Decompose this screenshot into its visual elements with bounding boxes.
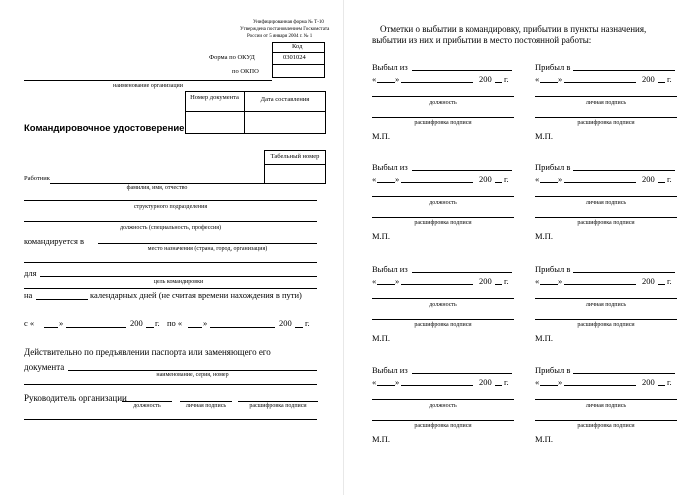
doc-date-header: Дата составления xyxy=(260,96,310,103)
block-3-arrived-decode-caption: расшифровка подписи xyxy=(577,322,635,328)
passport-line-2-rule xyxy=(24,384,317,385)
block-4-arrived-month-line xyxy=(564,385,636,386)
block-3-arrived-place-line xyxy=(573,272,675,273)
block-1-departed-date-open: « xyxy=(372,74,377,84)
block-3-departed-day-line xyxy=(377,284,395,285)
block-4-arrived-place-line xyxy=(573,373,675,374)
page-divider xyxy=(343,0,344,495)
head-signature-line xyxy=(180,401,232,402)
block-3-arrived-day-line xyxy=(540,284,558,285)
tabel-label: Табельный номер xyxy=(270,153,320,160)
block-3-departed-place-line xyxy=(412,272,512,273)
okpo-cell xyxy=(272,64,325,78)
block-4-departed-place-line xyxy=(412,373,512,374)
block-3-arrived-sign-caption: личная подпись xyxy=(585,302,627,308)
purpose-caption: цель командировки xyxy=(153,279,204,285)
block-1-departed-month-line xyxy=(401,82,473,83)
okud-label: Форма по ОКУД xyxy=(209,54,255,61)
block-1-departed-year: 200 xyxy=(479,74,492,84)
block-2-departed-stamp: М.П. xyxy=(372,231,390,241)
tabel-value-cell xyxy=(264,164,326,184)
date-to-year: 200 xyxy=(279,318,292,328)
purpose-label: для xyxy=(24,268,37,278)
block-2-departed-decode-line xyxy=(372,217,514,218)
block-3-departed-date-open: « xyxy=(372,276,377,286)
block-4-arrived-sign-line xyxy=(535,399,677,400)
block-3-departed-decode-caption: расшифровка подписи xyxy=(414,322,472,328)
block-2-arrived-year-line xyxy=(658,182,665,183)
passport-line xyxy=(68,370,317,371)
block-1-departed-decode-line xyxy=(372,117,514,118)
block-1-departed-g: г. xyxy=(504,74,509,84)
block-4-departed-decode-caption: расшифровка подписи xyxy=(414,423,472,429)
block-1-arrived-year-line xyxy=(658,82,665,83)
employee-name-line xyxy=(50,183,264,184)
block-2-departed-year: 200 xyxy=(479,174,492,184)
doc-number-header: Номер документа xyxy=(190,94,239,101)
dept-line xyxy=(24,200,317,201)
block-2-departed-date-close: » xyxy=(395,174,400,184)
block-1-departed-place-line xyxy=(412,70,512,71)
block-2-departed-label: Выбыл из xyxy=(372,162,408,172)
date-from-year-line xyxy=(146,327,154,328)
days-text: календарных дней (не считая времени нахождения в пути) xyxy=(90,290,302,300)
doc-table-divider xyxy=(185,111,326,112)
block-4-departed-decode-line xyxy=(372,420,514,421)
block-4-departed-label: Выбыл из xyxy=(372,365,408,375)
block-3-arrived-date-open: « xyxy=(535,276,540,286)
head-position-line xyxy=(122,401,172,402)
block-4-departed-date-open: « xyxy=(372,377,377,387)
block-2-arrived-g: г. xyxy=(667,174,672,184)
block-1-arrived-date-open: « xyxy=(535,74,540,84)
block-3-arrived-year-line xyxy=(658,284,665,285)
block-3-arrived-decode-line xyxy=(535,319,677,320)
block-1-departed-year-line xyxy=(495,82,502,83)
approval-line-3: России от 5 января 2004 г. № 1 xyxy=(247,34,313,39)
head-label: Руководитель организации xyxy=(24,393,127,403)
block-2-departed-year-line xyxy=(495,182,502,183)
block-4-departed-year-line xyxy=(495,385,502,386)
days-line xyxy=(36,299,88,300)
block-3-departed-g: г. xyxy=(504,276,509,286)
passport-line-2: документа xyxy=(24,362,65,372)
block-1-arrived-g: г. xyxy=(667,74,672,84)
block-4-departed-sign-caption: должность xyxy=(429,403,457,409)
block-4-departed-stamp: М.П. xyxy=(372,434,390,444)
destination-line xyxy=(98,243,317,244)
block-2-arrived-stamp: М.П. xyxy=(535,231,553,241)
block-1-departed-date-close: » xyxy=(395,74,400,84)
block-3-departed-month-line xyxy=(401,284,473,285)
block-2-arrived-date-close: » xyxy=(558,174,563,184)
block-1-arrived-stamp: М.П. xyxy=(535,131,553,141)
block-1-arrived-sign-caption: личная подпись xyxy=(585,100,627,106)
block-1-departed-decode-caption: расшифровка подписи xyxy=(414,120,472,126)
date-to-close: » xyxy=(203,318,208,328)
dept-caption: структурного подразделения xyxy=(133,204,208,210)
block-2-arrived-date-open: « xyxy=(535,174,540,184)
block-4-arrived-decode-caption: расшифровка подписи xyxy=(577,423,635,429)
block-3-departed-year: 200 xyxy=(479,276,492,286)
destination-line-2 xyxy=(24,262,317,263)
block-2-departed-month-line xyxy=(401,182,473,183)
marks-header-line-2: выбытии из них и прибытии в место постоянной работы: xyxy=(372,35,592,45)
block-1-departed-sign-caption: должность xyxy=(429,100,457,106)
block-3-departed-year-line xyxy=(495,284,502,285)
block-3-departed-sign-caption: должность xyxy=(429,302,457,308)
head-decode-line xyxy=(238,401,318,402)
block-3-arrived-label: Прибыл в xyxy=(535,264,571,274)
date-from-prefix: с « xyxy=(24,318,35,328)
marks-header-line-1: Отметки о выбытии в командировку, прибытии в пункты назначения, xyxy=(380,24,647,34)
okpo-label: по ОКПО xyxy=(232,68,259,75)
block-2-arrived-year: 200 xyxy=(642,174,655,184)
block-1-arrived-place-line xyxy=(573,70,675,71)
block-4-departed-g: г. xyxy=(504,377,509,387)
organization-caption: наименование организации xyxy=(113,83,183,89)
block-4-departed-sign-line xyxy=(372,399,514,400)
organization-line xyxy=(24,80,272,81)
block-4-departed-date-close: » xyxy=(395,377,400,387)
block-2-arrived-decode-caption: расшифровка подписи xyxy=(577,220,635,226)
block-4-arrived-date-close: » xyxy=(558,377,563,387)
block-3-arrived-month-line xyxy=(564,284,636,285)
date-to-g: г. xyxy=(305,318,310,328)
block-3-departed-sign-line xyxy=(372,298,514,299)
block-3-departed-decode-line xyxy=(372,319,514,320)
position-line xyxy=(24,221,317,222)
block-2-departed-sign-line xyxy=(372,196,514,197)
block-3-arrived-date-close: » xyxy=(558,276,563,286)
okud-value: 0301024 xyxy=(283,54,306,61)
block-4-departed-year: 200 xyxy=(479,377,492,387)
date-to-day-line xyxy=(188,327,202,328)
block-4-arrived-date-open: « xyxy=(535,377,540,387)
head-decode-caption: расшифровка подписи xyxy=(249,403,307,409)
block-1-departed-day-line xyxy=(377,82,395,83)
date-to-prefix: по « xyxy=(167,318,183,328)
date-from-close: » xyxy=(59,318,64,328)
block-2-departed-place-line xyxy=(412,170,512,171)
block-2-arrived-place-line xyxy=(573,170,675,171)
approval-line-2: Утверждена постановлением Госкомстата xyxy=(240,27,330,32)
block-3-arrived-stamp: М.П. xyxy=(535,333,553,343)
block-2-departed-decode-caption: расшифровка подписи xyxy=(414,220,472,226)
approval-line-1: Унифицированная форма № Т-10 xyxy=(253,20,324,25)
destination-caption: место назначения (страна, город, организация) xyxy=(147,246,268,252)
block-4-arrived-sign-caption: личная подпись xyxy=(585,403,627,409)
block-1-arrived-year: 200 xyxy=(642,74,655,84)
block-1-arrived-decode-caption: расшифровка подписи xyxy=(577,120,635,126)
position-caption: должность (специальность, профессия) xyxy=(120,225,221,231)
passport-line-1: Действительно по предъявлении паспорта или заменяющего его xyxy=(24,347,271,357)
code-header: Код xyxy=(292,43,303,50)
block-1-departed-stamp: М.П. xyxy=(372,131,390,141)
block-2-arrived-sign-caption: личная подпись xyxy=(585,200,627,206)
block-3-departed-stamp: М.П. xyxy=(372,333,390,343)
block-4-departed-day-line xyxy=(377,385,395,386)
block-1-arrived-date-close: » xyxy=(558,74,563,84)
head-signature-caption: личная подпись xyxy=(185,403,227,409)
block-2-arrived-decode-line xyxy=(535,217,677,218)
block-2-departed-g: г. xyxy=(504,174,509,184)
employee-label: Работник xyxy=(24,175,50,182)
block-1-arrived-day-line xyxy=(540,82,558,83)
block-2-departed-day-line xyxy=(377,182,395,183)
employee-name-caption: фамилия, имя, отчество xyxy=(126,185,188,191)
purpose-line-2 xyxy=(24,288,317,289)
block-4-arrived-year: 200 xyxy=(642,377,655,387)
purpose-line xyxy=(40,276,317,277)
block-2-arrived-label: Прибыл в xyxy=(535,162,571,172)
block-2-arrived-month-line xyxy=(564,182,636,183)
block-4-arrived-stamp: М.П. xyxy=(535,434,553,444)
block-3-departed-date-close: » xyxy=(395,276,400,286)
sent-label: командируется в xyxy=(24,236,84,246)
block-4-arrived-decode-line xyxy=(535,420,677,421)
block-3-arrived-sign-line xyxy=(535,298,677,299)
days-prefix: на xyxy=(24,290,33,300)
date-from-month-line xyxy=(66,327,126,328)
block-1-arrived-decode-line xyxy=(535,117,677,118)
head-bottom-line xyxy=(24,419,317,420)
block-1-departed-sign-line xyxy=(372,96,514,97)
block-3-arrived-g: г. xyxy=(667,276,672,286)
block-4-departed-month-line xyxy=(401,385,473,386)
block-3-arrived-year: 200 xyxy=(642,276,655,286)
block-4-arrived-g: г. xyxy=(667,377,672,387)
block-4-arrived-label: Прибыл в xyxy=(535,365,571,375)
block-1-arrived-label: Прибыл в xyxy=(535,62,571,72)
block-2-departed-sign-caption: должность xyxy=(429,200,457,206)
date-from-year: 200 xyxy=(130,318,143,328)
date-to-month-line xyxy=(210,327,275,328)
block-4-arrived-year-line xyxy=(658,385,665,386)
date-from-day-line xyxy=(44,327,58,328)
block-1-arrived-sign-line xyxy=(535,96,677,97)
block-2-departed-date-open: « xyxy=(372,174,377,184)
passport-caption: наименование, серия, номер xyxy=(156,372,229,378)
block-2-arrived-day-line xyxy=(540,182,558,183)
block-2-arrived-sign-line xyxy=(535,196,677,197)
block-1-arrived-month-line xyxy=(564,82,636,83)
block-1-departed-label: Выбыл из xyxy=(372,62,408,72)
head-position-caption: должность xyxy=(133,403,161,409)
block-3-departed-label: Выбыл из xyxy=(372,264,408,274)
date-from-g: г. xyxy=(155,318,160,328)
block-4-arrived-day-line xyxy=(540,385,558,386)
date-to-year-line xyxy=(295,327,303,328)
page-title: Командировочное удостоверение xyxy=(24,123,185,134)
